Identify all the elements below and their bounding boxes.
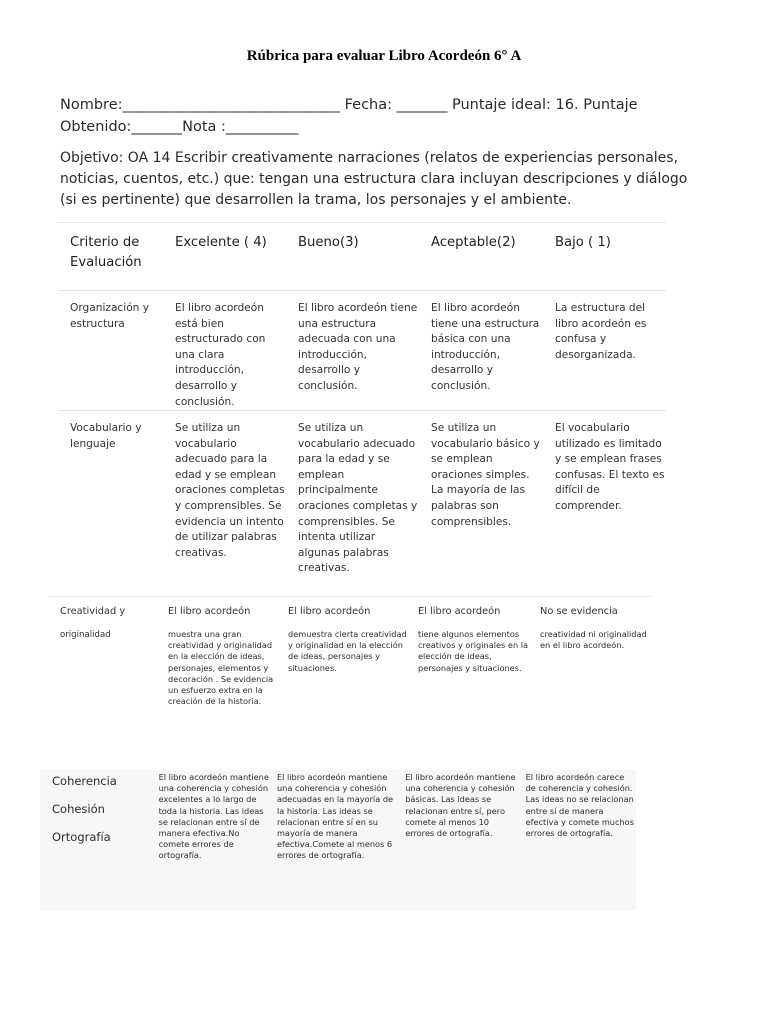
table-cell: El libro acordeón mantiene una coherencia y cohesión excelentes a lo largo de toda la historia. Las ideas se relacionan entre sí de manera efectiva.No comete errores de ortografía. <box>158 772 269 861</box>
table-cell: El libro acordeón está bien estructurado con una clara introducción, desarrollo y conclusión. <box>175 302 266 408</box>
column-header-good: Bueno(3) <box>298 235 359 250</box>
table-row <box>48 596 652 760</box>
column-header-acceptable: Aceptable(2) <box>431 235 516 250</box>
column-header-excellent: Excelente ( 4) <box>175 235 267 250</box>
table-cell <box>282 605 410 760</box>
table-cell: La estructura del libro acordeón es confusa y desorganizada. <box>555 302 647 361</box>
criterion-vocabulary: Vocabulario y lenguaje <box>70 422 142 450</box>
table-cell <box>532 605 652 760</box>
criterion-coherence <box>40 772 151 910</box>
criterion-creativity-line1: Creatividad y <box>60 606 126 617</box>
cell-lead: El libro acordeón <box>418 606 501 617</box>
criterion-creativity <box>48 605 160 760</box>
criterion-organization: Organización y estructura <box>70 302 150 330</box>
criterion-cohesion-label: Cohesión <box>52 802 105 816</box>
cell-text: muestra una gran creatividad y originalidad en la elección de ideas, personajes, elementos y decoración . Se evidencia un esfuerzo extra en la creación de la historia. <box>168 629 274 707</box>
table-cell: El vocabulario utilizado es limitado y se emplean frases confusas. El texto es difícil de comprender. <box>555 422 665 512</box>
objective-text: Objetivo: OA 14 Escribir creativamente narraciones (relatos de experiencias personales, noticias, cuentos, etc.) que: tengan una estructura clara incluyan descripciones y diálogo (si es pertinente) que desarrollen la trama, los personajes y el ambiente. <box>60 150 688 208</box>
table-cell: Se utiliza un vocabulario adecuado para la edad y se emplean principalmente oraciones completas y comprensibles. Se intenta utilizar algunas palabras creativas. <box>298 422 418 575</box>
table-cell: El libro acordeón mantiene una coherencia y cohesión adecuadas en la mayoría de la historia. Las ideas se relacionan entre sí en su mayoría de manera efectiva.Comete al menos 6 errores de ortografía. <box>276 772 394 861</box>
table-cell: El libro acordeón carece de coherencia y cohesión. Las ideas no se relacionan entre sí de manera efectiva y comete muchos errores de ortografía. <box>525 772 634 839</box>
table-cell: El libro acordeón mantiene una coherencia y cohesión básicas. Las ideas se relacionan entre sí, pero comete al menos 10 errores de ortografía. <box>405 772 516 839</box>
student-info-header <box>60 94 710 138</box>
table-cell: El libro acordeón tiene una estructura adecuada con una introducción, desarrollo y conclusión. <box>298 302 418 392</box>
cell-lead: No se evidencia <box>540 606 618 617</box>
cell-lead: El libro acordeón <box>288 606 371 617</box>
table-row <box>58 410 666 586</box>
name-date-score-line: Nombre:______________________________ Fecha: _______ Puntaje ideal: 16. Puntaje <box>60 97 638 113</box>
table-row <box>40 760 636 910</box>
cell-lead: El libro acordeón <box>168 606 251 617</box>
table-cell: Se utiliza un vocabulario básico y se emplean oraciones simples. La mayoría de las palabras son comprensibles. <box>431 422 540 528</box>
rubric-header-row <box>58 222 666 290</box>
cell-text: demuestra cierta creatividad y originalidad en la elección de ideas, personajes y situaciones. <box>288 629 407 673</box>
cell-text: tiene algunos elementos creativos y originales en la elección de ideas, personajes y situaciones. <box>418 629 529 673</box>
criterion-coherence-label: Coherencia <box>52 774 117 788</box>
rubric-table-top <box>58 222 666 586</box>
table-cell: Se utiliza un vocabulario adecuado para la edad y se emplean oraciones completas y comprensibles. Se evidencia un intento de utilizar palabras creativas. <box>175 422 285 559</box>
criterion-creativity-line2: originalidad <box>60 630 111 640</box>
table-cell <box>160 605 282 760</box>
coherence-row-background <box>40 770 636 910</box>
cell-text: creatividad ni originalidad en el libro acordeón. <box>540 629 647 651</box>
column-header-low: Bajo ( 1) <box>555 235 611 250</box>
rubric-table-bottom <box>48 596 652 910</box>
table-cell: El libro acordeón tiene una estructura básica con una introducción, desarrollo y conclusión. <box>431 302 540 392</box>
obtained-grade-line: Obtenido:_______Nota :__________ <box>60 119 299 135</box>
document-title: Rúbrica para evaluar Libro Acordeón 6° A <box>246 48 522 64</box>
table-cell <box>410 605 532 760</box>
table-row <box>58 290 666 410</box>
criterion-spelling-label: Ortografía <box>52 830 111 844</box>
column-header-criterion: Criterio de Evaluación <box>70 235 142 270</box>
